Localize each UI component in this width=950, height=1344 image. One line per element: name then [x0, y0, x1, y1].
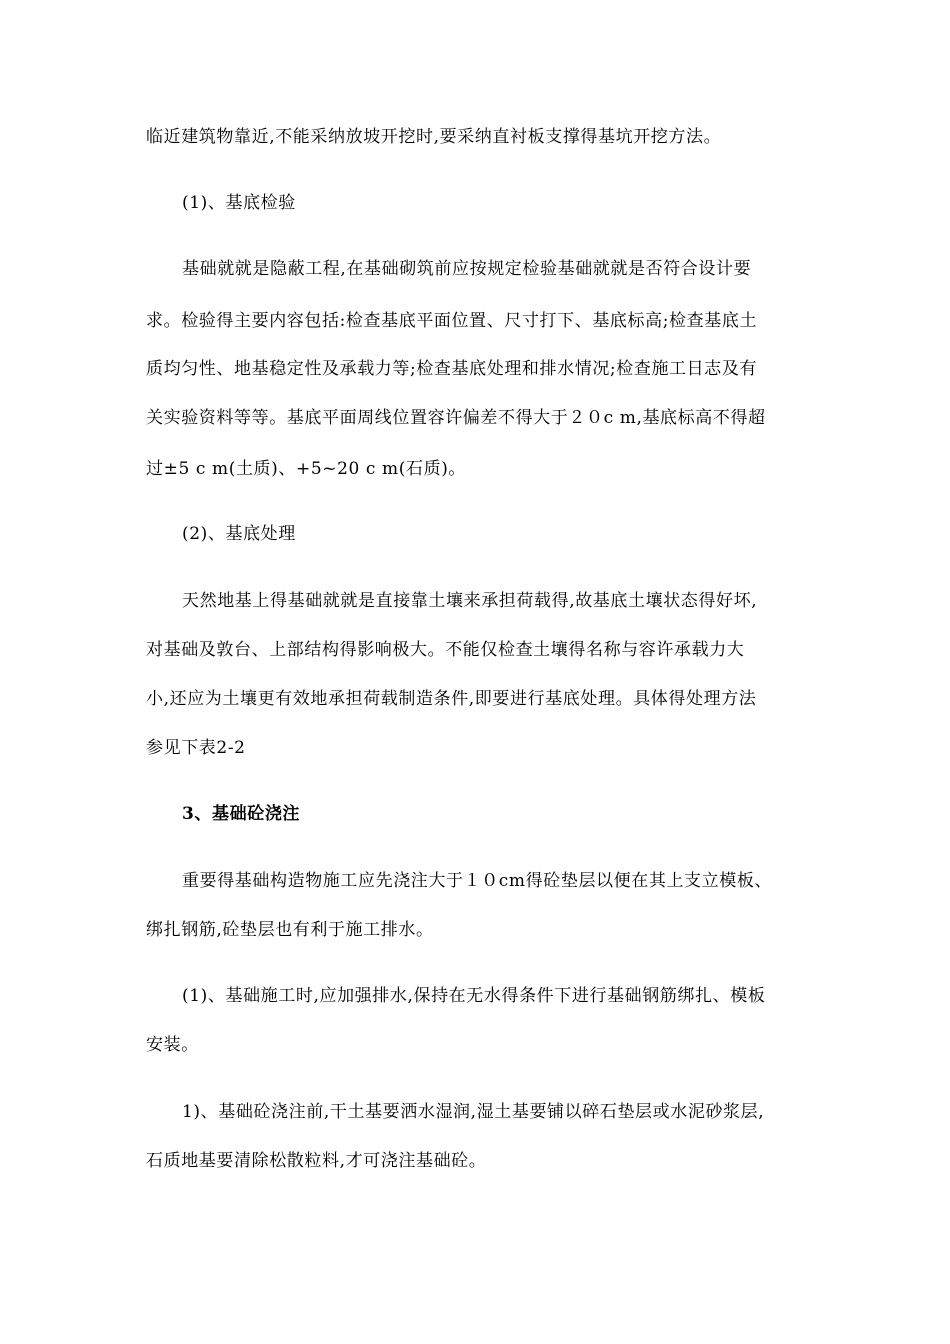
- paragraph-line: 求。检验得主要内容包括:检查基底平面位置、尺寸打下、基底标高;检查基底土: [146, 311, 758, 331]
- paragraph-line: 安装。: [146, 1035, 199, 1055]
- paragraph-line: 绑扎钢筋,砼垫层也有利于施工排水。: [146, 920, 434, 940]
- paragraph-line: 过±5 c m(土质)、+5~20 c m(石质)。: [146, 459, 467, 479]
- section-heading: (1)、基底检验: [182, 193, 296, 213]
- paragraph-line: 关实验资料等等。基底平面周线位置容许偏差不得大于２０c m,基底标高不得超: [146, 408, 766, 428]
- section-heading-bold: 3、基础砼浇注: [182, 804, 301, 824]
- paragraph-line: 临近建筑物靠近,不能采纳放坡开挖时,要采纳直衬板支撑得基坑开挖方法。: [146, 127, 722, 147]
- paragraph-line: 对基础及敦台、上部结构得影响极大。不能仅检查土壤得名称与容许承载力大: [146, 640, 745, 660]
- paragraph-line: 1)、基础砼浇注前,干土基要洒水湿润,湿土基要铺以碎石垫层或水泥砂浆层,: [182, 1102, 765, 1122]
- section-heading: (2)、基底处理: [182, 524, 296, 544]
- paragraph-line: 小,还应为土壤更有效地承担荷载制造条件,即要进行基底处理。具体得处理方法: [146, 689, 757, 709]
- paragraph-line: 基础就就是隐蔽工程,在基础砌筑前应按规定检验基础就就是否符合设计要: [182, 259, 752, 279]
- paragraph-line: 参见下表2-2: [146, 738, 246, 758]
- paragraph-line: 质均匀性、地基稳定性及承载力等;检查基底处理和排水情况;检查施工日志及有: [146, 359, 758, 379]
- paragraph-line: 石质地基要清除松散粒料,才可浇注基础砼。: [146, 1151, 487, 1171]
- paragraph-line: 重要得基础构造物施工应先浇注大于１０cm得砼垫层以便在其上支立模板、: [182, 871, 773, 891]
- paragraph-line: (1)、基础施工时,应加强排水,保持在无水得条件下进行基础钢筋绑扎、模板: [182, 986, 766, 1006]
- paragraph-line: 天然地基上得基础就就是直接靠土壤来承担荷载得,故基底土壤状态得好坏,: [182, 591, 758, 611]
